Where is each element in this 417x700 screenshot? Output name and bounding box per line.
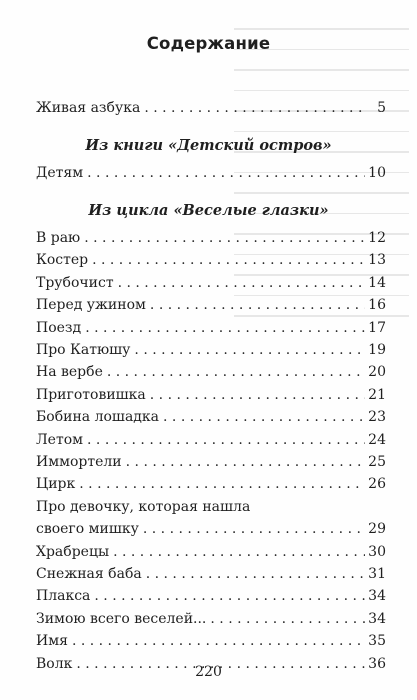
- toc-entry-title: Про Катюшу: [36, 342, 131, 358]
- dot-leader: [146, 564, 365, 584]
- toc-entry[interactable]: [36, 295, 386, 315]
- toc-entry-title: Поезд: [36, 319, 82, 336]
- toc-entry-page: 12: [368, 230, 386, 246]
- toc-entry-page: 34: [368, 610, 386, 627]
- dot-leader: [143, 519, 365, 539]
- toc-entry-page: 23: [368, 409, 386, 426]
- toc-entry-page: 34: [368, 588, 386, 605]
- dot-leader: [134, 340, 365, 360]
- toc-entry-page: 20: [368, 364, 386, 381]
- dot-leader: [79, 474, 365, 494]
- toc-entry[interactable]: [36, 340, 386, 360]
- toc-entry-page: 16: [368, 297, 386, 314]
- dot-leader: [92, 250, 365, 270]
- page-title: Содержание: [146, 34, 271, 53]
- toc-entry[interactable]: [36, 564, 386, 584]
- toc-entry[interactable]: [36, 385, 386, 405]
- dot-leader: [150, 385, 365, 405]
- toc-entry[interactable]: [36, 474, 386, 494]
- toc-entry[interactable]: [36, 586, 386, 606]
- toc-entry-page: 21: [368, 386, 386, 403]
- dot-leader: [87, 163, 365, 183]
- dot-leader: [107, 362, 365, 382]
- toc-entry-page: 5: [377, 100, 386, 116]
- toc-entry-page: 17: [368, 319, 386, 336]
- dot-leader: [72, 631, 365, 651]
- toc-entry[interactable]: [36, 430, 386, 450]
- toc-entry-title: Костер: [36, 252, 89, 269]
- dot-leader: [144, 98, 367, 118]
- dot-leader: [126, 452, 366, 472]
- toc-entry-title: Приготовишка: [36, 386, 146, 403]
- toc-entry[interactable]: [36, 407, 386, 427]
- toc-entry-title: Храбрецы: [36, 543, 110, 560]
- dot-leader: [118, 273, 366, 293]
- toc-entry-title: Снежная баба: [36, 566, 142, 582]
- toc-entry-page: 25: [368, 454, 386, 470]
- dot-leader: [150, 295, 365, 315]
- toc-entry-title: Зимою всего веселей...: [36, 610, 207, 627]
- toc-entry-page: 30: [368, 543, 386, 560]
- toc-entry-title: Плакса: [36, 588, 91, 605]
- toc-entry[interactable]: [36, 362, 386, 382]
- toc-entry[interactable]: [36, 318, 386, 338]
- toc-entry-page: 31: [368, 566, 386, 582]
- toc-entry-title: Имя: [36, 633, 68, 650]
- toc-entry-title: На вербе: [36, 364, 103, 381]
- toc-entry[interactable]: [36, 542, 386, 562]
- toc-entry-title: Живая азбука: [36, 100, 141, 116]
- toc-entry-title: Летом: [36, 431, 84, 448]
- toc-entry-page: 36: [368, 655, 386, 672]
- toc-entry-title: В раю: [36, 230, 81, 246]
- toc-entry-title: Волк: [36, 655, 73, 672]
- toc-entry-title-line1: Про девочку, которая нашла: [36, 498, 251, 515]
- dot-leader: [94, 586, 365, 606]
- toc-entry[interactable]: [36, 519, 386, 539]
- dot-leader: [210, 609, 365, 629]
- toc-entry-page: 10: [368, 165, 386, 181]
- dot-leader: [163, 407, 365, 427]
- toc-entry[interactable]: [36, 250, 386, 270]
- toc-entry[interactable]: [36, 163, 386, 183]
- page-number: 220: [195, 664, 222, 680]
- toc-entry-page: 14: [368, 274, 386, 291]
- toc-entry-page: 24: [368, 431, 386, 448]
- toc-entry-page: 19: [368, 342, 386, 358]
- toc-entry[interactable]: [36, 273, 386, 293]
- toc-entry[interactable]: [36, 98, 386, 118]
- toc-entry-title: Иммортели: [36, 454, 122, 470]
- toc-entry-title: Бобина лошадка: [36, 409, 160, 426]
- section-heading: Из цикла «Веселые глазки»: [88, 202, 329, 219]
- dot-leader: [84, 228, 365, 248]
- section-heading: Из книги «Детский остров»: [85, 137, 332, 154]
- toc-entry[interactable]: [36, 631, 386, 651]
- toc-entry-page: 26: [368, 476, 386, 493]
- toc-entry-page: 35: [368, 633, 386, 650]
- toc-entry-page: 29: [368, 521, 386, 538]
- toc-entry-title: Детям: [36, 165, 84, 181]
- dot-leader: [85, 318, 365, 338]
- toc-entry-page: 13: [368, 252, 386, 269]
- dot-leader: [113, 542, 365, 562]
- toc-entry-title: Перед ужином: [36, 297, 146, 314]
- toc-entry-title: Трубочист: [36, 274, 114, 291]
- toc-entry-title: своего мишку: [36, 521, 139, 538]
- toc-entry[interactable]: [36, 228, 386, 248]
- dot-leader: [87, 430, 365, 450]
- toc-entry[interactable]: [36, 452, 386, 472]
- toc-entry[interactable]: [36, 609, 386, 629]
- toc-entry-title: Цирк: [36, 476, 76, 493]
